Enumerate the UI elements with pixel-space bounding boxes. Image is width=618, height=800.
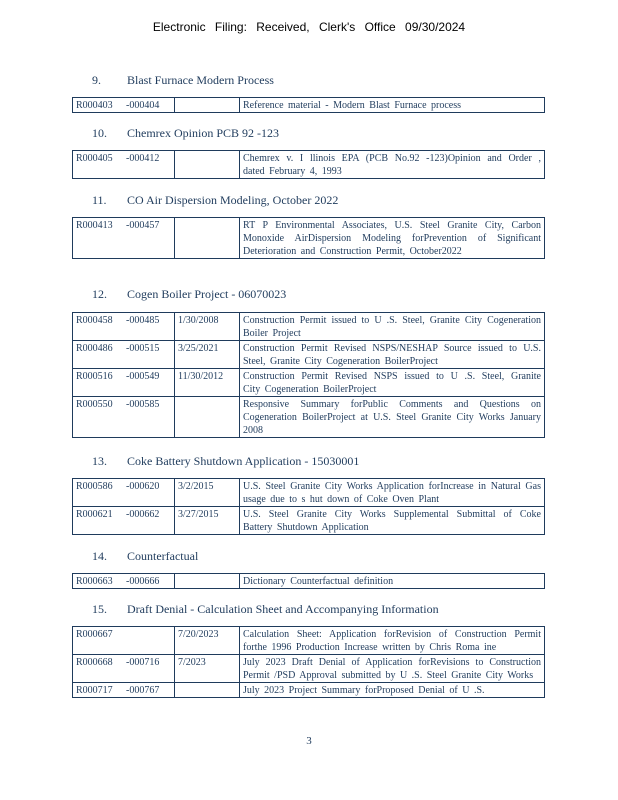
table-row [73, 218, 545, 259]
bates-start: R000458 [73, 313, 127, 341]
section-name: CO Air Dispersion Modeling, October 2022 [127, 193, 339, 207]
bates-end: -000662 [126, 507, 175, 535]
bates-start: R000668 [73, 655, 127, 683]
section-title [92, 454, 359, 469]
section-title [92, 73, 274, 88]
table-row [73, 574, 545, 589]
doc-description: Construction Permit issued to U .S. Steel, Granite City Cogeneration Boiler Project [240, 313, 545, 341]
section-name: Chemrex Opinion PCB 92 -123 [127, 126, 279, 140]
section-name: Counterfactual [127, 549, 199, 563]
table-row [73, 655, 545, 683]
doc-description: Construction Permit Revised NSPS/NESHAP Source issued to U.S. Steel, Granite City Cogeneration BoilerProject [240, 341, 545, 369]
doc-date: 7/2023 [175, 655, 240, 683]
bates-end: -000620 [126, 479, 175, 507]
doc-description: Construction Permit Revised NSPS issued to U .S. Steel, Granite City Cogeneration BoilerProject [240, 369, 545, 397]
doc-description: Dictionary Counterfactual definition [240, 574, 545, 589]
doc-date [175, 151, 240, 179]
bates-end: -000585 [126, 397, 175, 438]
section-title [92, 193, 338, 208]
section-title [92, 287, 286, 302]
index-table [72, 150, 545, 179]
section-number: 9. [92, 73, 101, 87]
doc-date [175, 98, 240, 113]
section-number: 11. [92, 193, 107, 207]
page-number: 3 [306, 735, 312, 747]
doc-date: 7/20/2023 [175, 627, 240, 655]
bates-start: R000486 [73, 341, 127, 369]
bates-end [126, 627, 175, 655]
doc-description: U.S. Steel Granite City Works Application forIncrease in Natural Gas usage due to s hut down of Coke Oven Plant [240, 479, 545, 507]
bates-start: R000550 [73, 397, 127, 438]
table-row [73, 341, 545, 369]
section-title [92, 126, 279, 141]
index-table [72, 97, 545, 113]
bates-start: R000717 [73, 683, 127, 698]
bates-end: -000767 [126, 683, 175, 698]
doc-description: Calculation Sheet: Application forRevision of Construction Permit forthe 1996 Production Increase written by Chris Roma ine [240, 627, 545, 655]
section-title [92, 602, 439, 617]
bates-start: R000516 [73, 369, 127, 397]
bates-start: R000667 [73, 627, 127, 655]
bates-end: -000457 [126, 218, 175, 259]
bates-end: -000515 [126, 341, 175, 369]
bates-start: R000663 [73, 574, 127, 589]
doc-description: Chemrex v. I llinois EPA (PCB No.92 -123)Opinion and Order , dated February 4, 1993 [240, 151, 545, 179]
table-row [73, 98, 545, 113]
bates-start: R000403 [73, 98, 127, 113]
index-table [72, 478, 545, 535]
section-number: 14. [92, 549, 107, 563]
table-row [73, 627, 545, 655]
bates-start: R000621 [73, 507, 127, 535]
doc-date [175, 683, 240, 698]
doc-date: 11/30/2012 [175, 369, 240, 397]
doc-description: Reference material - Modern Blast Furnace process [240, 98, 545, 113]
doc-date [175, 574, 240, 589]
bates-end: -000404 [126, 98, 175, 113]
doc-date [175, 218, 240, 259]
bates-end: -000716 [126, 655, 175, 683]
doc-description: July 2023 Project Summary forProposed Denial of U .S. [240, 683, 545, 698]
table-row [73, 313, 545, 341]
table-row [73, 507, 545, 535]
section-number: 13. [92, 454, 107, 468]
doc-date: 3/25/2021 [175, 341, 240, 369]
section-name: Coke Battery Shutdown Application - 15030001 [127, 454, 360, 468]
bates-end: -000412 [126, 151, 175, 179]
bates-end: -000485 [126, 313, 175, 341]
bates-end: -000549 [126, 369, 175, 397]
doc-description: U.S. Steel Granite City Works Supplemental Submittal of Coke Battery Shutdown Application [240, 507, 545, 535]
table-row [73, 683, 545, 698]
doc-description: RT P Environmental Associates, U.S. Steel Granite City, Carbon Monoxide AirDispersion Modeling forPrevention of Significant Deterioration and Construction Permit, October2022 [240, 218, 545, 259]
section-title [92, 549, 198, 564]
section-name: Cogen Boiler Project - 06070023 [127, 287, 287, 301]
bates-start: R000405 [73, 151, 127, 179]
doc-date [175, 397, 240, 438]
bates-end: -000666 [126, 574, 175, 589]
bates-start: R000586 [73, 479, 127, 507]
bates-start: R000413 [73, 218, 127, 259]
section-number: 10. [92, 126, 107, 140]
table-row [73, 151, 545, 179]
doc-description: Responsive Summary forPublic Comments and Questions on Cogeneration BoilerProject at U.S. Steel Granite City Works January 2008 [240, 397, 545, 438]
doc-date: 1/30/2008 [175, 313, 240, 341]
doc-date: 3/27/2015 [175, 507, 240, 535]
index-table [72, 217, 545, 259]
section-number: 15. [92, 602, 107, 616]
section-name: Blast Furnace Modern Process [127, 73, 274, 87]
table-row [73, 479, 545, 507]
table-row [73, 397, 545, 438]
filing-header: Electronic Filing: Received, Clerk's Office 09/30/2024 [152, 20, 466, 34]
doc-date: 3/2/2015 [175, 479, 240, 507]
index-table [72, 626, 545, 698]
index-table [72, 573, 545, 589]
section-number: 12. [92, 287, 107, 301]
index-table [72, 312, 545, 438]
section-name: Draft Denial - Calculation Sheet and Accompanying Information [127, 602, 439, 616]
table-row [73, 369, 545, 397]
doc-description: July 2023 Draft Denial of Application forRevisions to Construction Permit /PSD Approval submitted by U .S. Steel Granite City Works [240, 655, 545, 683]
